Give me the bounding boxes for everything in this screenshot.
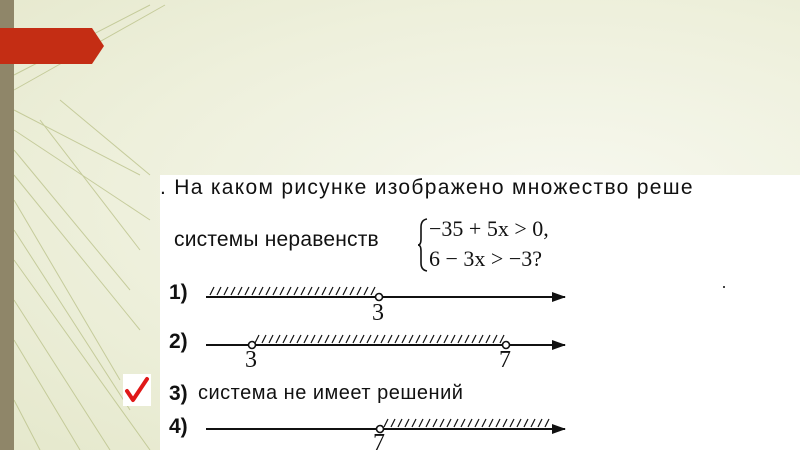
- number-line-2[interactable]: [206, 335, 565, 349]
- option-4-label-7: 7: [373, 430, 385, 456]
- hatching-4: [384, 419, 549, 427]
- option-3-number: 3): [169, 382, 188, 405]
- checkmark-icon: [123, 374, 151, 406]
- option-1-label-3: 3: [372, 300, 384, 326]
- inequality-1: −35 + 5x > 0,: [429, 216, 549, 241]
- hatching-1: [210, 287, 375, 295]
- checkmark-box: [123, 374, 151, 406]
- red-header-tab: [0, 0, 120, 70]
- number-lines: [160, 175, 800, 450]
- question-card: [160, 175, 800, 456]
- option-3-text[interactable]: система не имеет решений: [198, 382, 464, 404]
- stray-dot: [723, 286, 725, 288]
- question-number: .: [160, 176, 168, 199]
- hatching-2: [255, 335, 504, 343]
- question-line-2: системы неравенств: [174, 228, 379, 251]
- number-line-4[interactable]: [206, 419, 565, 433]
- question-text-1: На каком рисунке изображено множество реше: [174, 176, 694, 199]
- option-2-number: 2): [169, 330, 188, 353]
- option-2-label-7: 7: [499, 347, 511, 373]
- inequality-2: 6 − 3x > −3?: [429, 246, 542, 271]
- option-2-label-3: 3: [245, 347, 257, 373]
- number-line-1[interactable]: [206, 287, 565, 301]
- option-4-number: 4): [169, 415, 188, 438]
- option-1-number: 1): [169, 281, 188, 304]
